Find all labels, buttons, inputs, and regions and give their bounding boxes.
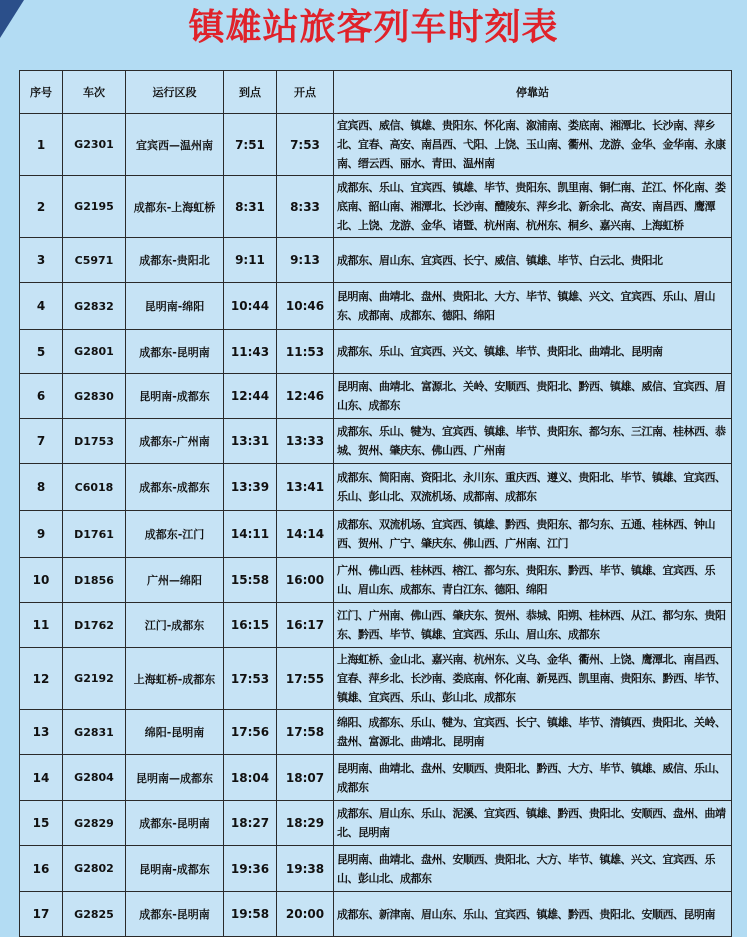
- table-row: [20, 755, 732, 801]
- table-row: [20, 648, 732, 710]
- row-no: 12: [20, 648, 63, 710]
- row-depart: 11:53: [277, 330, 334, 374]
- row-no: 2: [20, 176, 63, 238]
- row-route: 成都东-昆明南: [126, 801, 224, 846]
- row-depart: 13:41: [277, 464, 334, 511]
- row-arrive: 14:11: [224, 511, 277, 558]
- header-route: 运行区段: [126, 71, 224, 114]
- row-route: 昆明南—成都东: [126, 755, 224, 801]
- row-stops: 昆明南、曲靖北、盘州、贵阳北、大方、毕节、镇雄、兴文、宜宾西、乐山、眉山东、成都南、成都东、德阳、绵阳: [334, 283, 732, 330]
- table-row: [20, 846, 732, 892]
- row-no: 1: [20, 114, 63, 176]
- row-train: G2830: [63, 374, 126, 419]
- row-stops: 绵阳、成都东、乐山、犍为、宜宾西、长宁、镇雄、毕节、清镇西、贵阳北、关岭、盘州、富源北、曲靖北、昆明南: [334, 710, 732, 755]
- row-arrive: 17:56: [224, 710, 277, 755]
- row-arrive: 17:53: [224, 648, 277, 710]
- row-no: 16: [20, 846, 63, 892]
- row-stops: 成都东、简阳南、资阳北、永川东、重庆西、遵义、贵阳北、毕节、镇雄、宜宾西、乐山、彭山北、双流机场、成都南、成都东: [334, 464, 732, 511]
- row-depart: 18:07: [277, 755, 334, 801]
- row-train: G2804: [63, 755, 126, 801]
- table-row: [20, 603, 732, 648]
- table-row: [20, 511, 732, 558]
- row-no: 14: [20, 755, 63, 801]
- row-depart: 18:29: [277, 801, 334, 846]
- row-no: 9: [20, 511, 63, 558]
- row-depart: 13:33: [277, 419, 334, 464]
- table-row: [20, 892, 732, 937]
- row-arrive: 13:39: [224, 464, 277, 511]
- row-route: 成都东-昆明南: [126, 330, 224, 374]
- table-row: [20, 374, 732, 419]
- row-no: 11: [20, 603, 63, 648]
- row-stops: 成都东、眉山东、宜宾西、长宁、威信、镇雄、毕节、白云北、贵阳北: [334, 238, 732, 283]
- table-row: [20, 801, 732, 846]
- row-no: 4: [20, 283, 63, 330]
- table-row: [20, 176, 732, 238]
- row-train: G2825: [63, 892, 126, 937]
- row-stops: 广州、佛山西、桂林西、榕江、都匀东、贵阳东、黔西、毕节、镇雄、宜宾西、乐山、眉山东、成都东、青白江东、德阳、绵阳: [334, 558, 732, 603]
- row-arrive: 11:43: [224, 330, 277, 374]
- row-route: 成都东-贵阳北: [126, 238, 224, 283]
- row-no: 3: [20, 238, 63, 283]
- row-no: 7: [20, 419, 63, 464]
- row-train: G2829: [63, 801, 126, 846]
- row-depart: 12:46: [277, 374, 334, 419]
- row-train: G2192: [63, 648, 126, 710]
- row-depart: 8:33: [277, 176, 334, 238]
- row-depart: 20:00: [277, 892, 334, 937]
- row-route: 成都东-成都东: [126, 464, 224, 511]
- row-route: 成都东-江门: [126, 511, 224, 558]
- row-train: C5971: [63, 238, 126, 283]
- row-train: G2195: [63, 176, 126, 238]
- row-train: D1856: [63, 558, 126, 603]
- header-depart: 开点: [277, 71, 334, 114]
- row-stops: 上海虹桥、金山北、嘉兴南、杭州东、义乌、金华、衢州、上饶、鹰潭北、南昌西、宜春、萍乡北、长沙南、娄底南、怀化南、新晃西、凯里南、贵阳东、黔西、毕节、镇雄、宜宾西、乐山、彭山北、成都东: [334, 648, 732, 710]
- row-arrive: 9:11: [224, 238, 277, 283]
- row-depart: 16:00: [277, 558, 334, 603]
- row-depart: 9:13: [277, 238, 334, 283]
- row-no: 5: [20, 330, 63, 374]
- row-route: 昆明南-绵阳: [126, 283, 224, 330]
- row-route: 成都东-广州南: [126, 419, 224, 464]
- row-stops: 江门、广州南、佛山西、肇庆东、贺州、恭城、阳朔、桂林西、从江、都匀东、贵阳东、黔西、毕节、镇雄、宜宾西、乐山、眉山东、成都东: [334, 603, 732, 648]
- row-depart: 17:55: [277, 648, 334, 710]
- table-row: [20, 419, 732, 464]
- row-route: 昆明南-成都东: [126, 846, 224, 892]
- row-arrive: 18:04: [224, 755, 277, 801]
- row-route: 昆明南-成都东: [126, 374, 224, 419]
- row-no: 15: [20, 801, 63, 846]
- row-no: 13: [20, 710, 63, 755]
- row-route: 成都东-昆明南: [126, 892, 224, 937]
- row-train: G2832: [63, 283, 126, 330]
- timetable-container: [19, 70, 731, 937]
- row-stops: 成都东、眉山东、乐山、泥溪、宜宾西、镇雄、黔西、贵阳北、安顺西、盘州、曲靖北、昆明南: [334, 801, 732, 846]
- row-arrive: 8:31: [224, 176, 277, 238]
- header-no: 序号: [20, 71, 63, 114]
- row-depart: 10:46: [277, 283, 334, 330]
- row-arrive: 12:44: [224, 374, 277, 419]
- header-arrive: 到点: [224, 71, 277, 114]
- row-route: 绵阳-昆明南: [126, 710, 224, 755]
- row-depart: 16:17: [277, 603, 334, 648]
- row-depart: 14:14: [277, 511, 334, 558]
- header-train: 车次: [63, 71, 126, 114]
- row-train: C6018: [63, 464, 126, 511]
- row-arrive: 16:15: [224, 603, 277, 648]
- timetable: [19, 70, 732, 937]
- row-route: 广州—绵阳: [126, 558, 224, 603]
- row-stops: 宜宾西、威信、镇雄、贵阳东、怀化南、溆浦南、娄底南、湘潭北、长沙南、萍乡北、宜春、高安、南昌西、弋阳、上饶、玉山南、衢州、龙游、金华、金华南、永康南、缙云西、丽水、青田、温州南: [334, 114, 732, 176]
- row-train: G2301: [63, 114, 126, 176]
- table-row: [20, 114, 732, 176]
- table-row: [20, 238, 732, 283]
- row-route: 上海虹桥-成都东: [126, 648, 224, 710]
- row-train: D1762: [63, 603, 126, 648]
- row-depart: 7:53: [277, 114, 334, 176]
- table-row: [20, 558, 732, 603]
- row-no: 17: [20, 892, 63, 937]
- row-depart: 17:58: [277, 710, 334, 755]
- row-train: D1753: [63, 419, 126, 464]
- header-stops: 停靠站: [334, 71, 732, 114]
- row-arrive: 18:27: [224, 801, 277, 846]
- row-train: G2831: [63, 710, 126, 755]
- corner-decoration: [0, 0, 24, 38]
- row-no: 6: [20, 374, 63, 419]
- table-header-row: [20, 71, 732, 114]
- row-stops: 成都东、新津南、眉山东、乐山、宜宾西、镇雄、黔西、贵阳北、安顺西、昆明南: [334, 892, 732, 937]
- row-stops: 昆明南、曲靖北、富源北、关岭、安顺西、贵阳北、黔西、镇雄、威信、宜宾西、眉山东、成都东: [334, 374, 732, 419]
- row-arrive: 15:58: [224, 558, 277, 603]
- row-stops: 成都东、双流机场、宜宾西、镇雄、黔西、贵阳东、都匀东、五通、桂林西、钟山西、贺州、广宁、肇庆东、佛山西、广州南、江门: [334, 511, 732, 558]
- row-train: G2802: [63, 846, 126, 892]
- row-arrive: 13:31: [224, 419, 277, 464]
- table-row: [20, 710, 732, 755]
- row-stops: 成都东、乐山、宜宾西、镇雄、毕节、贵阳东、凯里南、铜仁南、芷江、怀化南、娄底南、韶山南、湘潭北、长沙南、醴陵东、萍乡北、新余北、高安、南昌西、鹰潭北、上饶、龙游、金华、诸暨、杭州南、杭州东、桐乡、嘉兴南、上海虹桥: [334, 176, 732, 238]
- row-route: 江门-成都东: [126, 603, 224, 648]
- table-row: [20, 283, 732, 330]
- table-row: [20, 330, 732, 374]
- table-row: [20, 464, 732, 511]
- row-route: 宜宾西—温州南: [126, 114, 224, 176]
- row-no: 10: [20, 558, 63, 603]
- row-train: D1761: [63, 511, 126, 558]
- row-route: 成都东-上海虹桥: [126, 176, 224, 238]
- row-stops: 昆明南、曲靖北、盘州、安顺西、贵阳北、大方、毕节、镇雄、兴文、宜宾西、乐山、彭山北、成都东: [334, 846, 732, 892]
- row-arrive: 19:36: [224, 846, 277, 892]
- page-title: 镇雄站旅客列车时刻表: [188, 7, 559, 48]
- row-arrive: 19:58: [224, 892, 277, 937]
- row-arrive: 10:44: [224, 283, 277, 330]
- row-no: 8: [20, 464, 63, 511]
- row-stops: 成都东、乐山、犍为、宜宾西、镇雄、毕节、贵阳东、都匀东、三江南、桂林西、恭城、贺州、肇庆东、佛山西、广州南: [334, 419, 732, 464]
- row-train: G2801: [63, 330, 126, 374]
- row-arrive: 7:51: [224, 114, 277, 176]
- row-depart: 19:38: [277, 846, 334, 892]
- row-stops: 成都东、乐山、宜宾西、兴文、镇雄、毕节、贵阳北、曲靖北、昆明南: [334, 330, 732, 374]
- row-stops: 昆明南、曲靖北、盘州、安顺西、贵阳北、黔西、大方、毕节、镇雄、威信、乐山、成都东: [334, 755, 732, 801]
